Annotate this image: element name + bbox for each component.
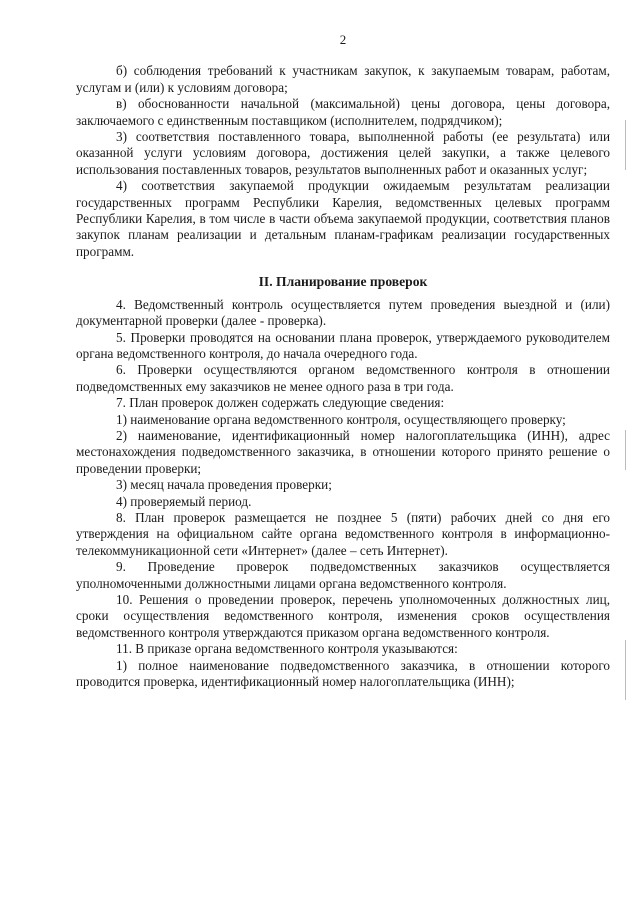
paragraph: 4) проверяемый период.	[116, 493, 252, 509]
paragraph: б) соблюдения требований к участникам закупок, к закупаемым товарам, работам, услугам и (или) к условиям договора;	[76, 63, 610, 95]
scan-edge-mark	[625, 120, 626, 170]
paragraph: 3) соответствия поставленного товара, выполненной работы (ее результата) или оказанной услуги условиям договора, достижения целей закупки, а также целевого использования поставленных товаров, результатов выполненных работ и оказанных услуг;	[76, 129, 610, 177]
document-page	[76, 32, 610, 690]
paragraph: 5. Проверки проводятся на основании плана проверок, утверждаемого руководителем органа ведомственного контроля, до начала очередного года.	[76, 329, 610, 361]
paragraph: 1) наименование органа ведомственного контроля, осуществляющего проверку;	[116, 411, 566, 427]
paragraph: 8. План проверок размещается не позднее 5 (пяти) рабочих дней со дня его утверждения на официальном сайте органа ведомственного контроля в информационно-телекоммуникационной сети «Интернет» (далее – сеть Интернет).	[76, 509, 610, 558]
scan-edge-mark	[625, 430, 626, 470]
section-heading: II. Планирование проверок	[258, 274, 428, 290]
paragraph: 3) месяц начала проведения проверки;	[116, 477, 332, 493]
paragraphs-after-section	[76, 297, 610, 691]
paragraph: 6. Проверки осуществляются органом ведомственного контроля в отношении подведомственных ему заказчиков не менее одного раза в три года.	[76, 362, 610, 394]
paragraph: 2) наименование, идентификационный номер налогоплательщика (ИНН), адрес местонахождения подведомственного заказчика, в отношении которого принято решение о проведении проверки;	[76, 427, 610, 476]
page-number: 2	[339, 32, 347, 47]
paragraph: 4) соответствия закупаемой продукции ожидаемым результатам реализации государственных программ Республики Карелия, ведомственных целевых программ Республики Карелия, в том числе в части объема закупаемой продукции, соответствия планов закупок планам реализации и детальным планам-графикам реализации государственных программ.	[76, 178, 610, 259]
paragraph: в) обоснованности начальной (максимальной) цены договора, цены договора, заключаемого с единственным поставщиком (исполнителем, подрядчиком);	[76, 96, 610, 128]
paragraph: 9. Проведение проверок подведомственных заказчиков осуществляется уполномоченными должностными лицами органа ведомственного контроля.	[76, 559, 610, 591]
paragraph: 7. План проверок должен содержать следующие сведения:	[116, 395, 445, 411]
paragraphs-before-section	[76, 63, 610, 260]
paragraph: 4. Ведомственный контроль осуществляется путем проведения выездной и (или) документарной проверки (далее - проверка).	[76, 296, 610, 329]
paragraph: 1) полное наименование подведомственного заказчика, в отношении которого проводится проверка, идентификационный номер налогоплательщика (ИНН);	[76, 657, 610, 690]
paragraph: 10. Решения о проведении проверок, перечень уполномоченных должностных лиц, сроки осуществления ведомственного контроля, изменения сроков осуществления ведомственного контроля утверждаются приказом органа ведомственного контроля.	[76, 592, 610, 640]
paragraph: 11. В приказе органа ведомственного контроля указываются:	[116, 641, 458, 657]
scan-edge-mark	[625, 640, 626, 700]
